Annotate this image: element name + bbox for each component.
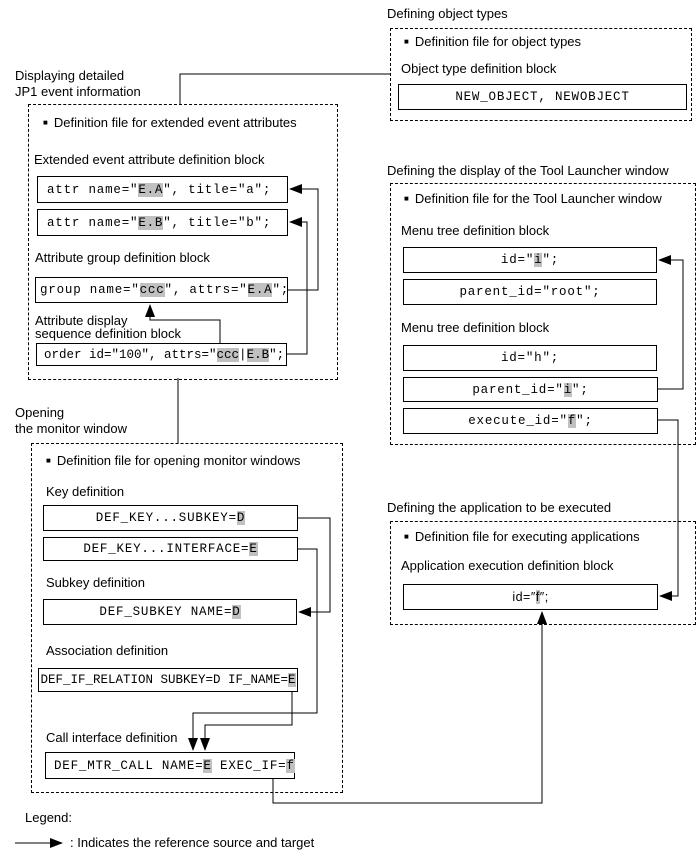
code-box-def-if-relation xyxy=(38,668,298,692)
code-box-attr-ea xyxy=(37,176,288,203)
object-types-title: Defining object types xyxy=(387,6,508,21)
code-segment: "; xyxy=(542,253,560,267)
code-highlight-segment: ccc xyxy=(216,347,240,362)
code-segment: parent_id=" xyxy=(472,382,564,397)
legend-arrow-label: : Indicates the reference source and target xyxy=(70,835,315,850)
object-types-file-label xyxy=(404,34,581,49)
monitor-window-file-text: Definition file for opening monitor windows xyxy=(56,453,301,468)
code-highlight-segment: D xyxy=(232,605,241,619)
code-segment: "; xyxy=(572,382,589,397)
code-segment: attr name=" xyxy=(47,215,139,230)
application-file-label xyxy=(404,529,640,544)
association-definition-label: Association definition xyxy=(46,643,169,658)
code-segment: "; xyxy=(269,347,285,362)
call-interface-definition-label: Call interface definition xyxy=(46,730,178,745)
menu-tree-block-label-1: Menu tree definition block xyxy=(401,223,550,238)
application-file-text: Definition file for executing applications xyxy=(414,529,640,544)
bullet-icon: ■ xyxy=(43,118,48,127)
tool-launcher-file-label xyxy=(404,191,662,206)
code-segment: id="h"; xyxy=(500,351,560,365)
code-highlight-segment: E xyxy=(203,758,212,773)
code-highlight-segment: E.A xyxy=(138,182,164,197)
code-segment: "; xyxy=(576,414,593,428)
bullet-icon: ■ xyxy=(404,37,409,46)
code-segment: attr name=" xyxy=(47,182,139,197)
code-segment: NEW_OBJECT, NEWOBJECT xyxy=(455,90,630,104)
app-execution-block-label: Application execution definition block xyxy=(401,558,614,573)
bullet-icon: ■ xyxy=(404,532,409,541)
object-types-file-text: Definition file for object types xyxy=(414,34,582,49)
jp1-event-file-text: Definition file for extended event attributes xyxy=(53,115,297,130)
attr-display-seq-label-line2: sequence definition block xyxy=(35,326,181,341)
attr-display-seq-label xyxy=(35,314,181,340)
code-box-execute-f xyxy=(403,408,658,434)
jp1-event-title xyxy=(15,68,141,100)
code-segment: | xyxy=(239,347,247,362)
code-segment: ″; xyxy=(539,590,549,604)
attr-group-block-label: Attribute group definition block xyxy=(35,250,210,265)
jp1-event-title-line2: JP1 event information xyxy=(15,84,141,99)
code-segment: DEF_KEY...SUBKEY= xyxy=(95,511,237,525)
code-box-def-mtr-call xyxy=(45,752,295,779)
code-highlight-segment: f xyxy=(567,414,577,428)
code-segment: DEF_SUBKEY NAME= xyxy=(99,605,233,619)
code-highlight-segment: f xyxy=(535,590,540,604)
code-box-parent-root xyxy=(403,279,657,305)
code-segment: execute_id=" xyxy=(468,414,568,428)
code-highlight-segment: E xyxy=(288,673,296,687)
application-title: Defining the application to be executed xyxy=(387,500,612,515)
code-box-parent-i xyxy=(403,377,658,402)
monitor-window-title xyxy=(15,405,127,437)
jp1-event-file-label xyxy=(43,115,297,130)
attr-display-seq-label-line1: Attribute display xyxy=(35,313,128,328)
code-highlight-segment: f xyxy=(286,758,295,773)
code-box-attr-eb xyxy=(37,209,288,236)
code-segment: group name=" xyxy=(40,283,140,297)
code-box-def-key-interface xyxy=(43,537,298,561)
code-highlight-segment: ccc xyxy=(139,283,165,297)
code-segment: DEF_MTR_CALL NAME= xyxy=(54,758,204,773)
monitor-window-title-line2: the monitor window xyxy=(15,421,127,436)
code-segment: parent_id="root"; xyxy=(459,285,601,299)
code-segment: id=″ xyxy=(512,590,536,604)
code-segment: DEF_IF_RELATION SUBKEY=D IF_NAME= xyxy=(40,673,289,687)
bullet-icon: ■ xyxy=(404,194,409,203)
code-highlight-segment: E.B xyxy=(138,215,164,230)
code-highlight-segment: i xyxy=(563,382,573,397)
tool-launcher-title: Defining the display of the Tool Launcher window xyxy=(387,163,669,178)
monitor-window-file-label xyxy=(46,453,300,468)
legend-title: Legend: xyxy=(25,810,72,825)
code-box-id-i xyxy=(403,247,657,273)
code-box-id-h xyxy=(403,345,657,371)
bullet-icon: ■ xyxy=(46,456,51,465)
subkey-definition-label: Subkey definition xyxy=(46,575,146,590)
code-highlight-segment: i xyxy=(534,253,543,267)
code-box-new-object xyxy=(398,84,687,110)
code-segment: DEF_KEY...INTERFACE= xyxy=(83,542,250,556)
code-segment: ", title="b"; xyxy=(163,215,272,230)
code-highlight-segment: D xyxy=(236,511,246,525)
monitor-window-title-line1: Opening xyxy=(15,405,65,420)
code-segment: id=" xyxy=(500,253,535,267)
code-segment: "; xyxy=(272,283,290,297)
code-highlight-segment: E.A xyxy=(247,283,273,297)
menu-tree-block-label-2: Menu tree definition block xyxy=(401,320,550,335)
extended-attr-block-label: Extended event attribute definition block xyxy=(34,152,265,167)
code-segment: ", attrs=" xyxy=(164,283,248,297)
tool-launcher-file-text: Definition file for the Tool Launcher window xyxy=(414,191,662,206)
code-highlight-segment: E.B xyxy=(246,347,270,362)
object-type-block-label: Object type definition block xyxy=(401,61,557,76)
code-box-group xyxy=(35,277,288,303)
key-definition-label: Key definition xyxy=(46,484,125,499)
connector-jp1-to-object-types xyxy=(180,74,390,104)
code-segment: EXEC_IF= xyxy=(211,758,287,773)
code-box-order xyxy=(36,343,287,366)
code-highlight-segment: E xyxy=(249,542,258,556)
code-box-def-subkey xyxy=(43,599,297,625)
code-segment: ", title="a"; xyxy=(163,182,272,197)
jp1-event-title-line1: Displaying detailed xyxy=(15,68,125,83)
code-segment: order id="100", attrs=" xyxy=(44,347,217,362)
code-box-def-key-subkey xyxy=(43,505,298,531)
code-box-id-f xyxy=(403,584,658,610)
